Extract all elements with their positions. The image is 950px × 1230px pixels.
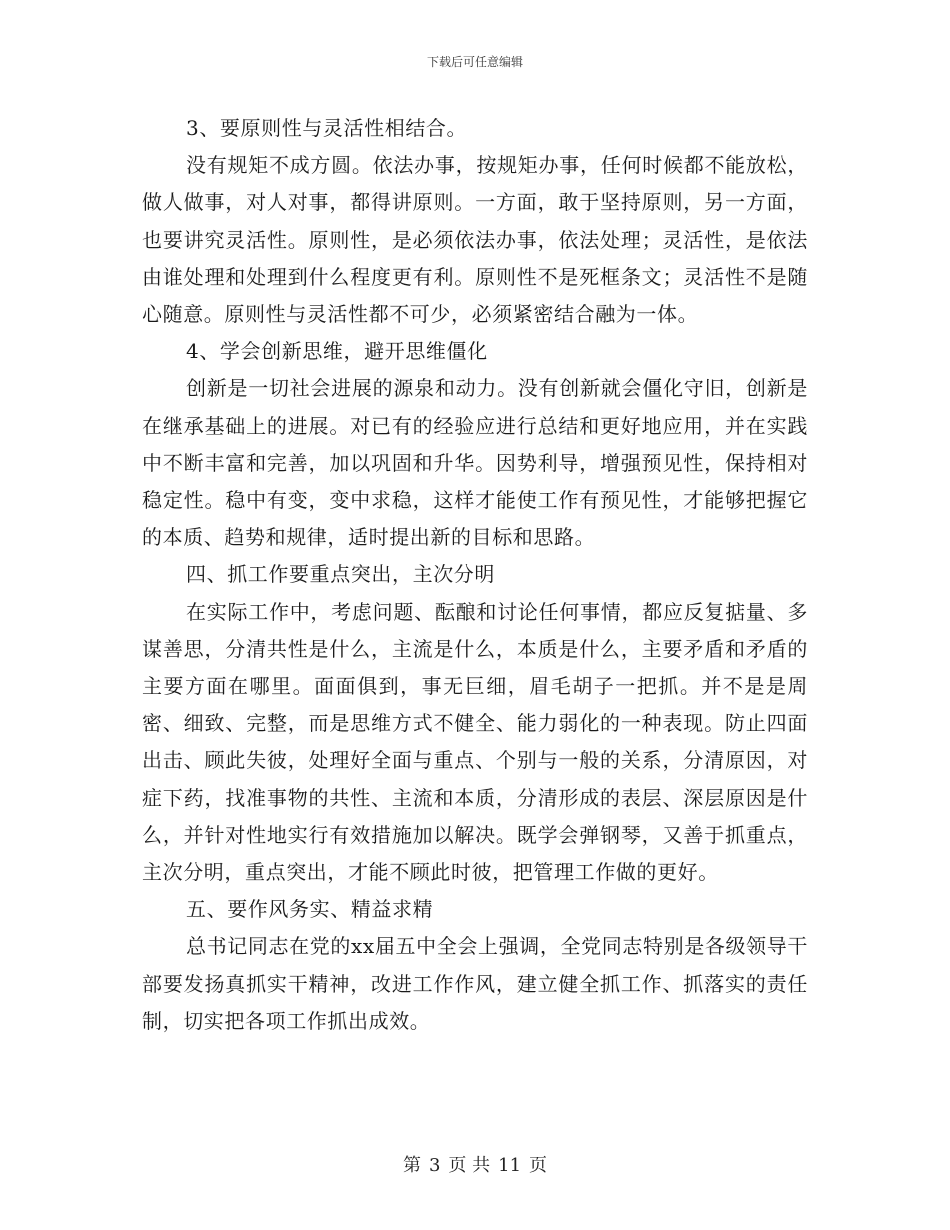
page-header: 下载后可任意编辑 xyxy=(426,55,523,69)
paragraph-key-priorities: 在实际工作中，考虑问题、酝酿和讨论任何事情，都应反复掂量、多谋善思，分清共性是什么，主流是什么，本质是什么，主要矛盾和矛盾的主要方面在哪里。面面俱到，事无巨细，眉毛胡子一把抓。并不是是周密、细致、完整，而是思维方式不健全、能力弱化的一种表现。防止四面出击、顾此失彼，处理好全面与重点、个别与一般的关系，分清原因，对症下药，找准事物的共性、主流和本质，分清形成的表层、深层原因是什么，并针对性地实行有效措施加以解决。既学会弹钢琴，又善于抓重点，主次分明，重点突出，才能不顾此时彼，把管理工作做的更好。 xyxy=(142,599,808,885)
current-page-number: 3 xyxy=(428,1155,441,1176)
total-page-count: 11 xyxy=(498,1155,522,1176)
section-heading-key-priorities: 四、抓工作要重点突出，主次分明 xyxy=(186,562,495,587)
section-heading-innovative-thinking: 4、学会创新思维，避开思维僵化 xyxy=(186,339,488,364)
document-body xyxy=(142,110,808,1040)
footer-prefix: 第 xyxy=(402,1155,421,1176)
section-heading-principle-flexibility: 3、要原则性与灵活性相结合。 xyxy=(186,116,468,140)
paragraph-pragmatic-style: 总书记同志在党的xx届五中全会上强调，全党同志特别是各级领导干部要发扬真抓实干精神，改进工作作风，建立健全抓工作、抓落实的责任制，切实把各项工作抓出成效。 xyxy=(142,934,808,1033)
footer-suffix: 页 xyxy=(529,1155,548,1176)
paragraph-principle-flexibility: 没有规矩不成方圆。依法办事，按规矩办事，任何时候都不能放松，做人做事，对人对事，都得讲原则。一方面，敢于坚持原则，另一方面，也要讲究灵活性。原则性，是必须依法办事，依法处理；灵活性，是依法由谁处理和处理到什么程度更有利。原则性不是死框条文；灵活性不是随心随意。原则性与灵活性都不可少，必须紧密结合融为一体。 xyxy=(142,153,808,327)
footer-middle: 页 共 xyxy=(448,1155,491,1176)
section-heading-pragmatic-style: 五、要作风务实、精益求精 xyxy=(186,897,434,922)
paragraph-innovative-thinking: 创新是一切社会进展的源泉和动力。没有创新就会僵化守旧，创新是在继承基础上的进展。对已有的经验应进行总结和更好地应用，并在实践中不断丰富和完善，加以巩固和升华。因势利导，增强预见性，保持相对稳定性。稳中有变，变中求稳，这样才能使工作有预见性，才能够把握它的本质、趋势和规律，适时提出新的目标和思路。 xyxy=(142,376,808,550)
page-footer xyxy=(0,1154,950,1178)
